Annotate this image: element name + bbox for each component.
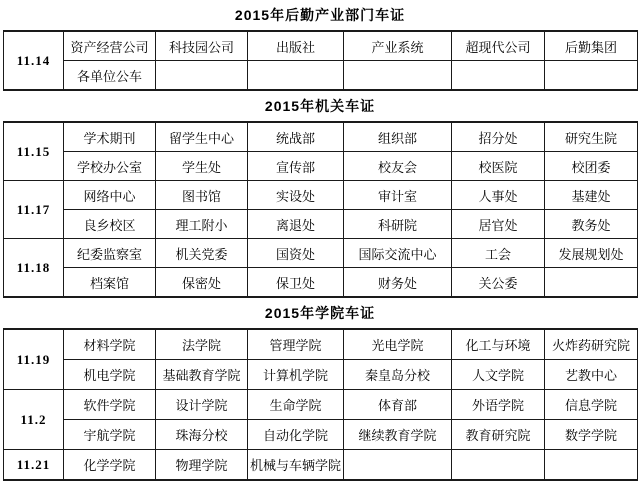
dept-cell: 软件学院 (64, 390, 156, 420)
table-row (4, 268, 638, 298)
dept-cell: 理工附小 (156, 210, 248, 239)
dept-cell: 组织部 (344, 122, 452, 152)
dept-cell: 艺教中心 (545, 360, 638, 390)
dept-cell (452, 450, 545, 481)
dept-cell: 审计室 (344, 181, 452, 210)
dept-cell: 机电学院 (64, 360, 156, 390)
dept-cell: 图书馆 (156, 181, 248, 210)
dept-cell: 保密处 (156, 268, 248, 298)
dept-cell (248, 61, 344, 91)
dept-cell: 机械与车辆学院 (248, 450, 344, 481)
dept-cell: 校友会 (344, 152, 452, 181)
dept-cell: 良乡校区 (64, 210, 156, 239)
dept-cell (545, 61, 638, 91)
dept-cell: 管理学院 (248, 329, 344, 360)
dept-cell: 科研院 (344, 210, 452, 239)
dept-cell: 各单位公车 (64, 61, 156, 91)
dept-cell: 校医院 (452, 152, 545, 181)
table-row (4, 122, 638, 152)
date-cell: 11.19 (4, 329, 64, 390)
dept-cell: 材料学院 (64, 329, 156, 360)
dept-cell: 保卫处 (248, 268, 344, 298)
dept-cell (545, 450, 638, 481)
dept-cell: 财务处 (344, 268, 452, 298)
section-title-offices: 2015年机关车证 (264, 98, 376, 114)
dept-cell: 后勤集团 (545, 31, 638, 61)
dept-cell: 学校办公室 (64, 152, 156, 181)
dept-cell: 学生处 (156, 152, 248, 181)
section-title-colleges: 2015年学院车证 (264, 305, 376, 321)
section-title-logistics: 2015年后勤产业部门车证 (234, 7, 406, 23)
table-row (4, 210, 638, 239)
dept-cell: 法学院 (156, 329, 248, 360)
dept-cell: 学术期刊 (64, 122, 156, 152)
dept-cell: 继续教育学院 (344, 420, 452, 450)
date-cell: 11.2 (4, 390, 64, 450)
dept-cell: 计算机学院 (248, 360, 344, 390)
dept-cell: 关公委 (452, 268, 545, 298)
dept-cell: 体育部 (344, 390, 452, 420)
table-row (4, 61, 638, 91)
permit-table-logistics (3, 30, 638, 91)
dept-cell: 科技园公司 (156, 31, 248, 61)
dept-cell: 化工与环境 (452, 329, 545, 360)
table-row (4, 239, 638, 268)
dept-cell: 火炸药研究院 (545, 329, 638, 360)
dept-cell: 教务处 (545, 210, 638, 239)
date-cell: 11.15 (4, 122, 64, 181)
permit-table-colleges (3, 328, 638, 481)
table-row (4, 420, 638, 450)
dept-cell: 档案馆 (64, 268, 156, 298)
dept-cell: 人事处 (452, 181, 545, 210)
dept-cell: 发展规划处 (545, 239, 638, 268)
dept-cell: 自动化学院 (248, 420, 344, 450)
dept-cell: 留学生中心 (156, 122, 248, 152)
dept-cell: 校团委 (545, 152, 638, 181)
dept-cell: 宇航学院 (64, 420, 156, 450)
dept-cell: 离退处 (248, 210, 344, 239)
dept-cell: 居官处 (452, 210, 545, 239)
dept-cell (344, 450, 452, 481)
dept-cell: 设计学院 (156, 390, 248, 420)
dept-cell: 基建处 (545, 181, 638, 210)
dept-cell: 信息学院 (545, 390, 638, 420)
date-cell: 11.14 (4, 31, 64, 90)
date-cell: 11.17 (4, 181, 64, 239)
table-row (4, 329, 638, 360)
dept-cell: 网络中心 (64, 181, 156, 210)
dept-cell (344, 61, 452, 91)
dept-cell: 基础教育学院 (156, 360, 248, 390)
dept-cell: 产业系统 (344, 31, 452, 61)
dept-cell: 珠海分校 (156, 420, 248, 450)
dept-cell: 人文学院 (452, 360, 545, 390)
table-row (4, 181, 638, 210)
table-row (4, 152, 638, 181)
dept-cell: 外语学院 (452, 390, 545, 420)
dept-cell (545, 268, 638, 298)
dept-cell: 秦皇岛分校 (344, 360, 452, 390)
dept-cell: 光电学院 (344, 329, 452, 360)
dept-cell: 招分处 (452, 122, 545, 152)
dept-cell: 宣传部 (248, 152, 344, 181)
dept-cell: 实设处 (248, 181, 344, 210)
dept-cell (452, 61, 545, 91)
table-row (4, 31, 638, 61)
dept-cell: 国资处 (248, 239, 344, 268)
dept-cell (156, 61, 248, 91)
dept-cell: 数学学院 (545, 420, 638, 450)
dept-cell: 生命学院 (248, 390, 344, 420)
dept-cell: 教育研究院 (452, 420, 545, 450)
table-row (4, 450, 638, 481)
dept-cell: 工会 (452, 239, 545, 268)
dept-cell: 纪委监察室 (64, 239, 156, 268)
dept-cell: 研究生院 (545, 122, 638, 152)
dept-cell: 统战部 (248, 122, 344, 152)
table-row (4, 360, 638, 390)
dept-cell: 资产经营公司 (64, 31, 156, 61)
date-cell: 11.18 (4, 239, 64, 298)
table-row (4, 390, 638, 420)
dept-cell: 国际交流中心 (344, 239, 452, 268)
dept-cell: 化学学院 (64, 450, 156, 481)
date-cell: 11.21 (4, 450, 64, 481)
dept-cell: 出版社 (248, 31, 344, 61)
dept-cell: 物理学院 (156, 450, 248, 481)
permit-table-offices (3, 121, 638, 298)
dept-cell: 机关党委 (156, 239, 248, 268)
dept-cell: 超现代公司 (452, 31, 545, 61)
